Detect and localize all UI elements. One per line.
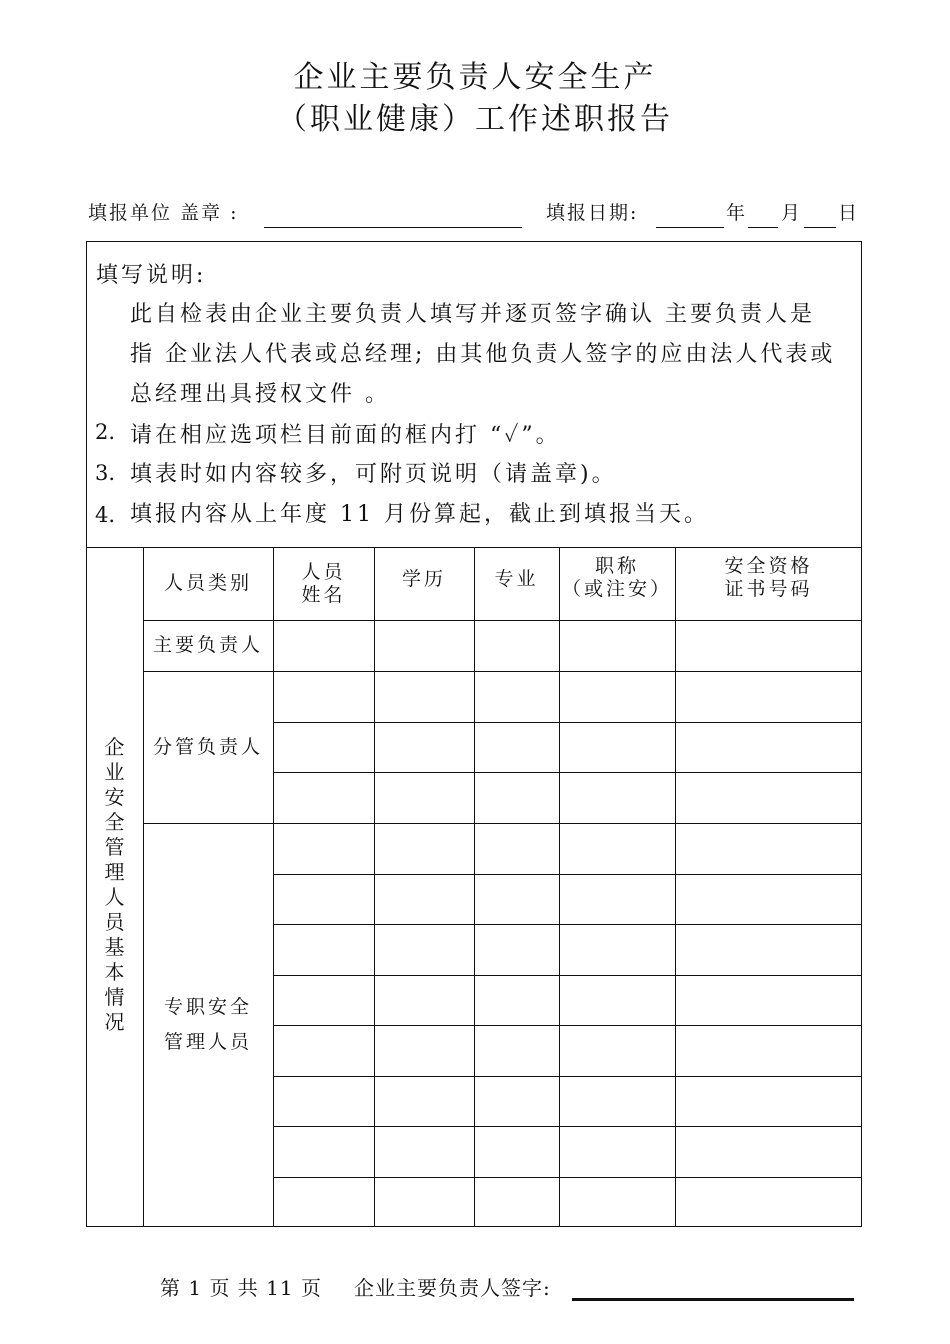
day-label: 日 — [838, 202, 860, 224]
group-deputy-responsible: 分管负责人 — [152, 735, 263, 758]
row-divider — [273, 722, 862, 723]
row-divider — [273, 772, 862, 773]
row-divider — [273, 1076, 862, 1077]
page-number: 第 1 页 共 11 页 — [160, 1276, 322, 1300]
group-safety-staff: 专职安全 管理人员 — [163, 996, 252, 1053]
row-divider — [273, 1126, 862, 1127]
row-divider — [273, 874, 862, 875]
document-title-line1: 企业主要负责人安全生产 — [293, 60, 657, 95]
header-major: 专业 — [494, 567, 539, 590]
instruction-1-line2: 指 企业法人代表或总经理; 由其他负责人签字的应由法人代表或 — [130, 342, 836, 367]
instruction-1-line3: 总经理出具授权文件 。 — [130, 382, 390, 407]
row-divider — [273, 1025, 862, 1026]
row-divider — [273, 1177, 862, 1178]
instruction-3-text: 填表时如内容较多，可附页说明（请盖章)。 — [130, 462, 617, 487]
header-certificate-number: 安全资格 证书号码 — [724, 555, 813, 600]
instruction-2-number: 2. — [95, 420, 116, 444]
month-label: 月 — [781, 202, 803, 224]
section-label-vertical: 企 业 安 全 管 理 人 员 基 本 情 况 — [104, 735, 125, 1034]
instruction-4-number: 4. — [95, 503, 116, 527]
instruction-2-text: 请在相应选项栏目前面的框内打 “✓”。 — [130, 423, 561, 448]
signature-label: 企业主要负责人签字: — [354, 1276, 551, 1300]
instruction-1-line1: 此自检表由企业主要负责人填写并逐页签字确认 主要负责人是 — [130, 302, 815, 327]
year-input-line[interactable] — [656, 227, 724, 228]
month-input-line[interactable] — [748, 227, 778, 228]
year-label: 年 — [726, 202, 748, 224]
group-main-responsible: 主要负责人 — [152, 634, 263, 656]
document-title-line2: （职业健康）工作述职报告 — [277, 102, 673, 137]
column-divider — [675, 547, 676, 1227]
signature-line[interactable] — [572, 1298, 854, 1301]
instruction-3-number: 3. — [95, 461, 116, 485]
unit-label: 填报单位 盖章 : — [88, 202, 239, 224]
row-divider — [273, 975, 862, 976]
column-divider — [474, 547, 475, 1227]
column-divider — [559, 547, 560, 1227]
header-category: 人员类别 — [163, 572, 252, 594]
header-name: 人员 姓名 — [301, 560, 346, 606]
header-education: 学历 — [401, 567, 446, 590]
date-label: 填报日期: — [546, 202, 639, 224]
column-divider — [273, 547, 274, 1227]
instructions-heading: 填写说明: — [96, 263, 207, 288]
unit-input-line[interactable] — [264, 227, 522, 228]
column-divider — [374, 547, 375, 1227]
row-divider — [273, 924, 862, 925]
header-professional-title: 职称 （或注安） — [561, 555, 672, 600]
day-input-line[interactable] — [804, 227, 836, 228]
instruction-4-text: 填报内容从上年度 11 月份算起，截止到填报当天。 — [130, 502, 709, 527]
